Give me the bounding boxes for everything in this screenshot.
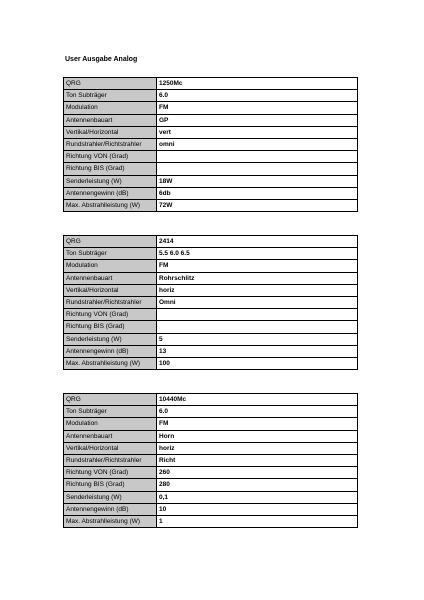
field-label: Senderleistung (W) <box>64 491 157 503</box>
field-value: omni <box>157 138 358 150</box>
field-label: Antennenbauart <box>64 430 157 442</box>
field-value: 5.5 6.0 6.5 <box>157 248 358 260</box>
field-value: GP <box>157 114 358 126</box>
field-label: Modulation <box>64 102 157 114</box>
field-label: Richtung BIS (Grad) <box>64 163 157 175</box>
table-row <box>64 491 358 503</box>
field-value: 280 <box>157 479 358 491</box>
field-value: horiz <box>157 442 358 454</box>
table-row <box>64 345 358 357</box>
table-row <box>64 357 358 369</box>
field-label: Vertikal/Horizontal <box>64 126 157 138</box>
table-row <box>64 260 358 272</box>
field-value <box>157 151 358 163</box>
field-value: 10440Mc <box>157 394 358 406</box>
table-row <box>64 114 358 126</box>
field-label: Vertikal/Horizontal <box>64 284 157 296</box>
field-label: Antennengewinn (dB) <box>64 187 157 199</box>
field-label: Antennengewinn (dB) <box>64 345 157 357</box>
table-row <box>64 515 358 527</box>
field-value: vert <box>157 126 358 138</box>
page-title: User Ausgabe Analog <box>65 56 138 63</box>
field-label: Modulation <box>64 260 157 272</box>
table-row <box>64 394 358 406</box>
table-row <box>64 78 358 90</box>
table-row <box>64 442 358 454</box>
table-row <box>64 163 358 175</box>
field-label: Rundstrahler/Richtstrahler <box>64 296 157 308</box>
field-value: 2414 <box>157 236 358 248</box>
field-value: 13 <box>157 345 358 357</box>
field-label: Max. Abstrahlleistung (W) <box>64 357 157 369</box>
field-value: 72W <box>157 199 358 211</box>
field-label: Richtung VON (Grad) <box>64 309 157 321</box>
table-row <box>64 90 358 102</box>
field-value <box>157 309 358 321</box>
table-row <box>64 479 358 491</box>
table-row <box>64 187 358 199</box>
field-value: 6.0 <box>157 90 358 102</box>
field-label: Ton Subträger <box>64 406 157 418</box>
field-value: 0,1 <box>157 491 358 503</box>
table-row <box>64 467 358 479</box>
field-value: 260 <box>157 467 358 479</box>
table-row <box>64 102 358 114</box>
field-label: Senderleistung (W) <box>64 333 157 345</box>
table-row <box>64 151 358 163</box>
field-value <box>157 321 358 333</box>
table-row <box>64 406 358 418</box>
field-label: Senderleistung (W) <box>64 175 157 187</box>
field-label: Ton Subträger <box>64 248 157 260</box>
field-label: Vertikal/Horizontal <box>64 442 157 454</box>
field-value: Rohrschlitz <box>157 272 358 284</box>
transmitter-table <box>63 393 358 528</box>
table-row <box>64 430 358 442</box>
field-value: Horn <box>157 430 358 442</box>
table-row <box>64 126 358 138</box>
table-row <box>64 321 358 333</box>
table-row <box>64 236 358 248</box>
field-label: Richtung VON (Grad) <box>64 151 157 163</box>
transmitter-table <box>63 77 358 212</box>
field-value: 6db <box>157 187 358 199</box>
field-value: 5 <box>157 333 358 345</box>
table-row <box>64 272 358 284</box>
table-row <box>64 333 358 345</box>
field-value: FM <box>157 260 358 272</box>
field-label: Richtung BIS (Grad) <box>64 479 157 491</box>
table-row <box>64 454 358 466</box>
field-value: 10 <box>157 503 358 515</box>
table-row <box>64 296 358 308</box>
field-value: 1 <box>157 515 358 527</box>
field-value: Omni <box>157 296 358 308</box>
field-label: Max. Abstrahlleistung (W) <box>64 199 157 211</box>
table-row <box>64 503 358 515</box>
table-row <box>64 418 358 430</box>
field-label: Antennenbauart <box>64 114 157 126</box>
field-value: 100 <box>157 357 358 369</box>
field-value: FM <box>157 418 358 430</box>
field-label: Antennenbauart <box>64 272 157 284</box>
field-label: Rundstrahler/Richtstrahler <box>64 138 157 150</box>
field-value: 18W <box>157 175 358 187</box>
table-row <box>64 309 358 321</box>
field-value <box>157 163 358 175</box>
field-label: Ton Subträger <box>64 90 157 102</box>
field-label: Richtung BIS (Grad) <box>64 321 157 333</box>
field-label: Antennengewinn (dB) <box>64 503 157 515</box>
field-label: Modulation <box>64 418 157 430</box>
table-row <box>64 138 358 150</box>
field-label: Max. Abstrahlleistung (W) <box>64 515 157 527</box>
field-value: Richt <box>157 454 358 466</box>
field-label: Rundstrahler/Richtstrahler <box>64 454 157 466</box>
field-value: 1250Mc <box>157 78 358 90</box>
table-row <box>64 175 358 187</box>
field-value: 6.0 <box>157 406 358 418</box>
transmitter-table <box>63 235 358 370</box>
field-label: QRG <box>64 78 157 90</box>
field-value: horiz <box>157 284 358 296</box>
field-label: QRG <box>64 394 157 406</box>
field-value: FM <box>157 102 358 114</box>
table-row <box>64 284 358 296</box>
table-row <box>64 199 358 211</box>
field-label: Richtung VON (Grad) <box>64 467 157 479</box>
table-row <box>64 248 358 260</box>
field-label: QRG <box>64 236 157 248</box>
